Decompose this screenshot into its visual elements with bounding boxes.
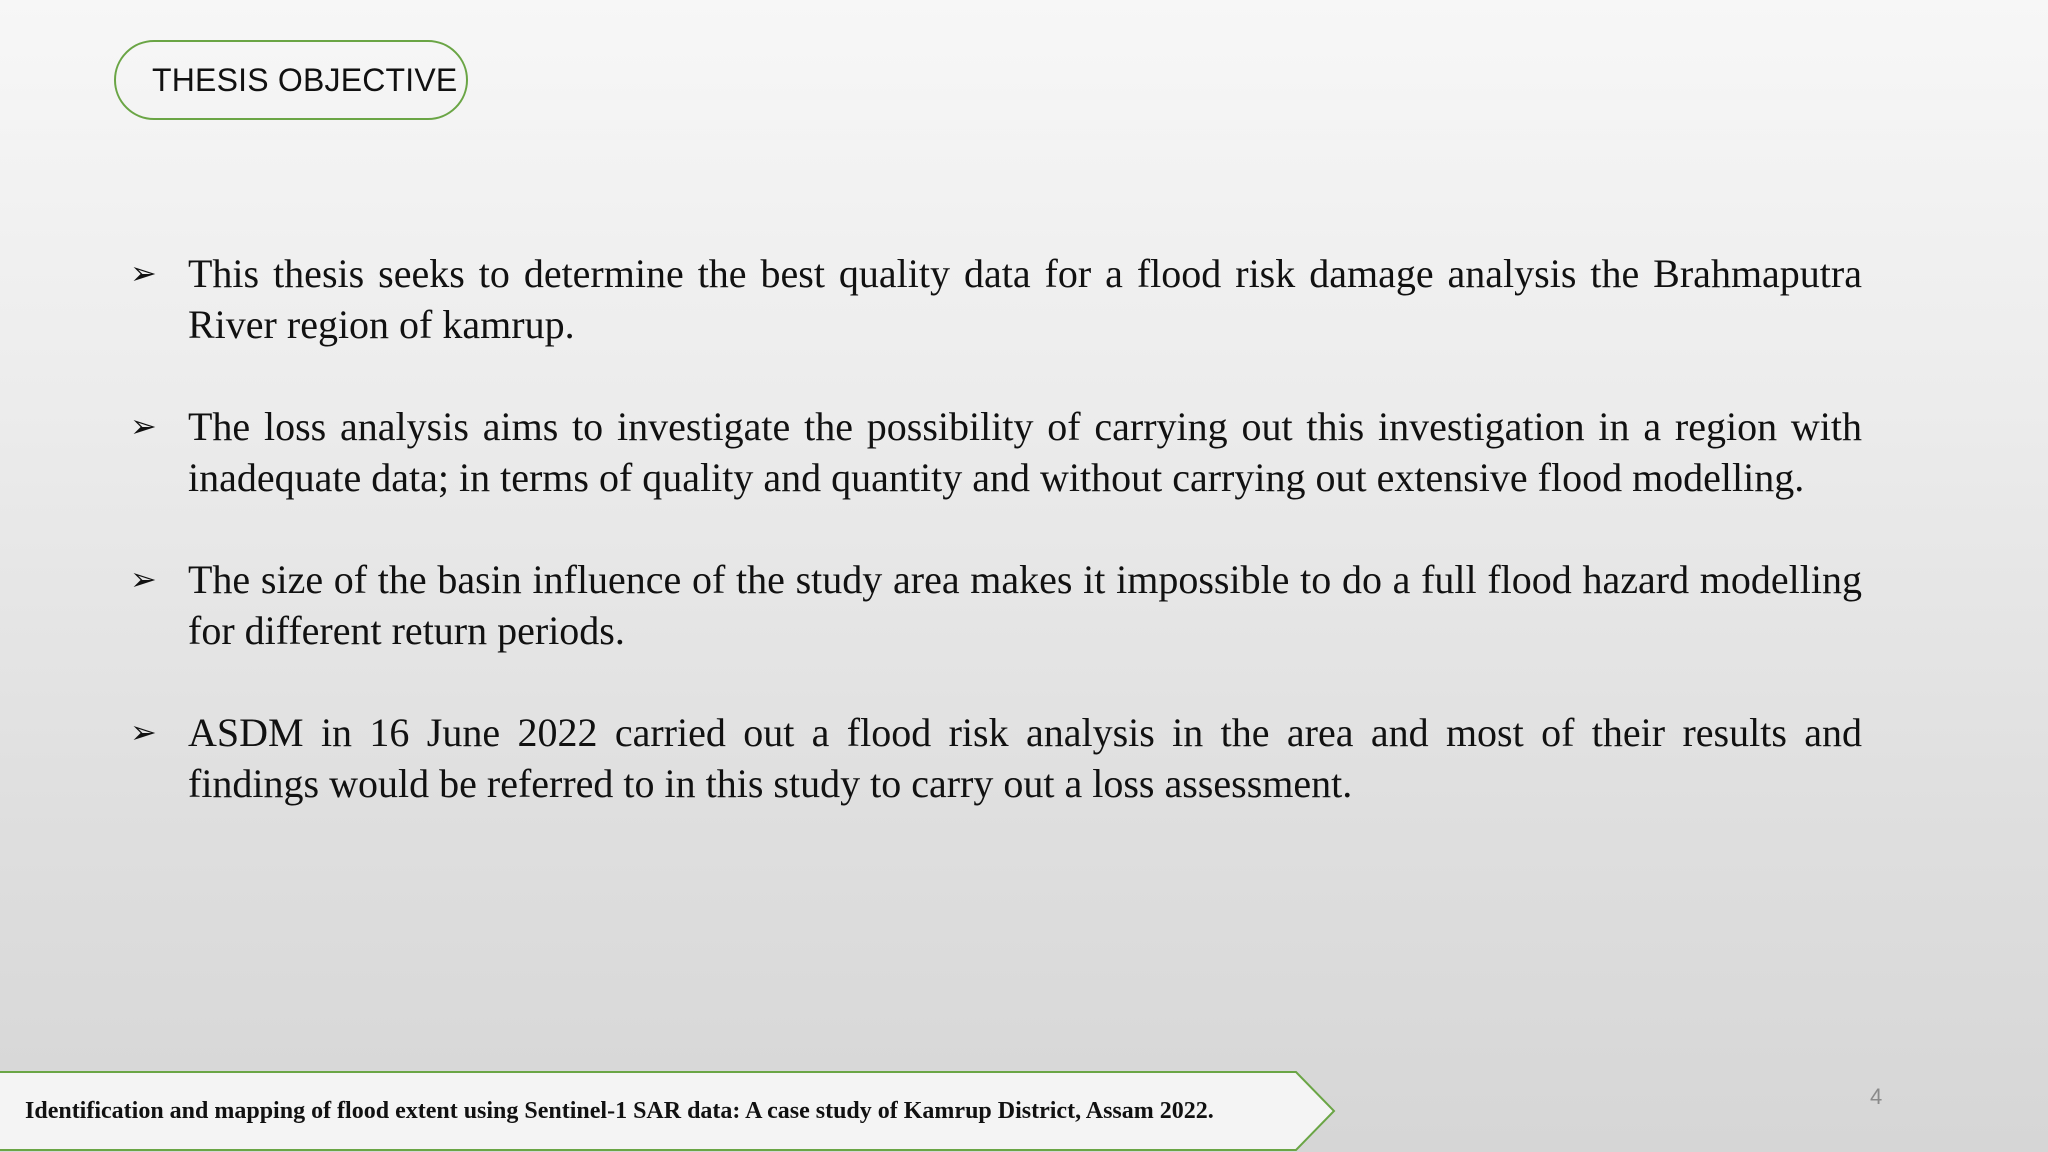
- arrowhead-bullet-icon: ➢: [130, 254, 157, 292]
- arrowhead-bullet-icon: ➢: [130, 713, 157, 751]
- arrowhead-bullet-icon: ➢: [130, 560, 157, 598]
- bullet-text: The size of the basin influence of the study area makes it impossible to do a full flood hazard modelling for different return periods.: [188, 557, 1862, 653]
- bullet-item: [130, 707, 1862, 809]
- bullet-item: [130, 554, 1862, 656]
- slide-title: [114, 40, 468, 120]
- bullet-item: [130, 248, 1862, 350]
- bullet-text: This thesis seeks to determine the best quality data for a flood risk damage analysis the Brahmaputra River region of kamrup.: [188, 251, 1862, 347]
- bullet-list: [130, 248, 1862, 860]
- bullet-item: [130, 401, 1862, 503]
- footer-citation: Identification and mapping of flood extent using Sentinel-1 SAR data: A case study of Kamrup District, Assam 2022.: [25, 1097, 1214, 1124]
- footer-banner: [0, 1070, 1340, 1152]
- slide-title-text: THESIS OBJECTIVE: [152, 61, 458, 98]
- bullet-text: The loss analysis aims to investigate the possibility of carrying out this investigation in a region with inadequate data; in terms of quality and quantity and without carrying out extensive flood modelling.: [188, 404, 1862, 500]
- bullet-text: ASDM in 16 June 2022 carried out a flood risk analysis in the area and most of their results and findings would be referred to in this study to carry out a loss assessment.: [188, 710, 1862, 806]
- arrowhead-bullet-icon: ➢: [130, 407, 157, 445]
- page-number: 4: [1870, 1084, 1883, 1109]
